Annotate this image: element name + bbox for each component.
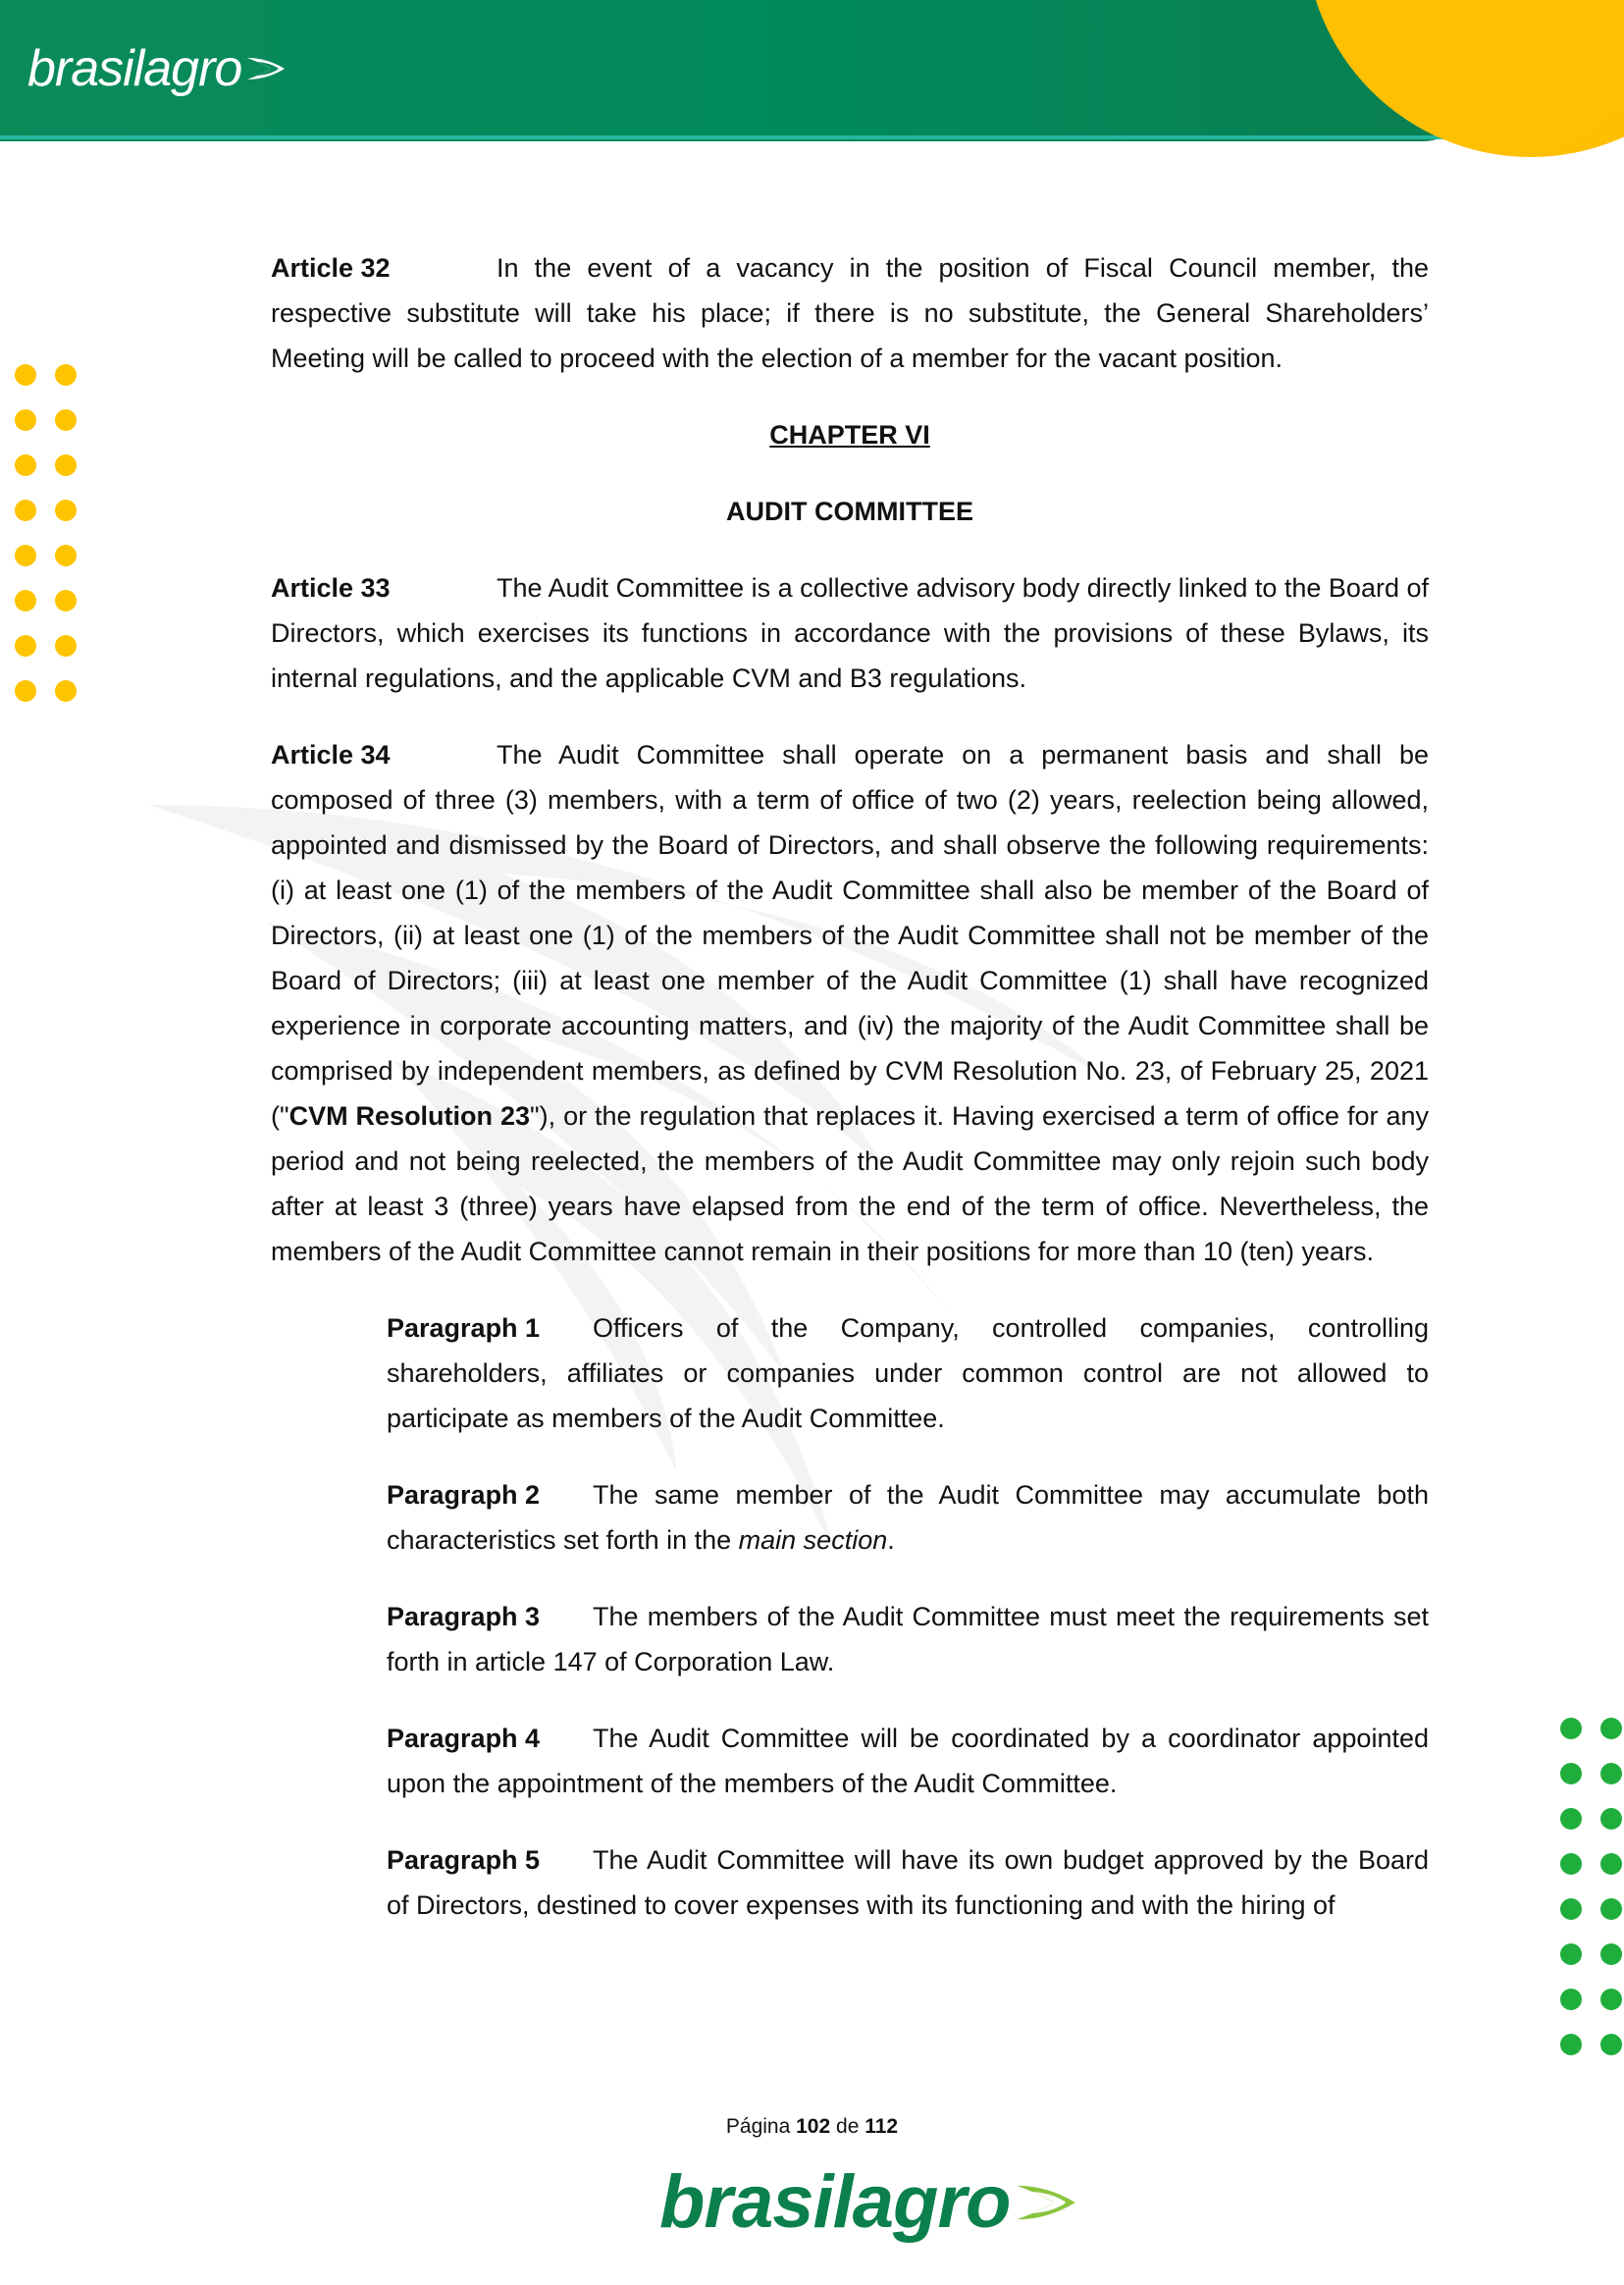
paragraph-3 [387,1594,1429,1684]
footer-logo-text: brasilagro [659,2160,1011,2244]
article-label: Article 34 [271,740,391,770]
article-label: Article 32 [271,253,391,283]
paragraph-5 [387,1837,1429,1928]
page-total: 112 [864,2115,899,2138]
paragraph-label: Paragraph 1 [387,1313,541,1343]
article-text-part-a: The Audit Committee shall operate on a permanent basis and shall be composed of three (3) members, with a term of office of two (2) years, reelection being allowed, appointed and dismissed by the Board of Directors, and shall observe the following requirements: (i) at least one (1) of the members of the Audit Committee shall also be member of the Board of Directors, (ii) at least one (1) of the members of the Audit Committee shall not be member of the Board of Directors; (iii) at least one member of the Audit Committee (1) shall have recognized experience in corporate accounting matters, and (iv) the majority of the Audit Committee shall be comprised by independent members, as defined by CVM Resolution No. 23, of February 25, 2021 (" [271,740,1429,1131]
chapter-number [271,412,1429,457]
paragraph-text: The Audit Committee will be coordinated by a coordinator appointed upon the appointment of the members of the Audit Committee. [387,1724,1429,1798]
chapter-number-text: CHAPTER VI [769,420,930,450]
yellow-dot-pattern [15,364,77,702]
page-prefix: Página [725,2115,791,2138]
article-text: The Audit Committee is a collective advisory body directly linked to the Board of Directors, which exercises its functions in accordance with the provisions of these Bylaws, its internal regulations, and the applicable CVM and B3 regulations. [271,573,1429,693]
article-text: In the event of a vacancy in the position of Fiscal Council member, the respective substitute will take his place; if there is no substitute, the General Shareholders’ Meeting will be called to proceed with the election of a member for the vacant position. [271,253,1429,373]
footer-logo [659,2159,1078,2245]
logo-swoosh-icon [1014,2179,1078,2226]
green-dot-pattern [1560,1718,1622,2055]
paragraph-label: Paragraph 2 [387,1480,541,1510]
paragraph-label: Paragraph 3 [387,1602,541,1631]
article-33 [271,565,1429,701]
paragraph-text-part-b: . [887,1525,895,1555]
paragraph-4 [387,1716,1429,1806]
defined-term: CVM Resolution 23 [288,1101,531,1131]
paragraph-text: Officers of the Company, controlled companies, controlling shareholders, affiliates or companies under common control are not allowed to participate as members of the Audit Committee. [387,1313,1429,1433]
article-34 [271,732,1429,1274]
article-label: Article 33 [271,573,391,603]
header-logo [27,39,287,98]
paragraph-text-part-a: The same member of the Audit Committee may accumulate both characteristics set forth in the [387,1480,1429,1555]
paragraph-label: Paragraph 5 [387,1845,541,1875]
paragraph-text: The members of the Audit Committee must meet the requirements set forth in article 147 of Corporation Law. [387,1602,1429,1676]
logo-swoosh-icon [245,54,287,83]
page-number [0,2115,1624,2139]
document-body [271,245,1429,1959]
page-current: 102 [796,2115,831,2138]
paragraph-text: The Audit Committee will have its own budget approved by the Board of Directors, destined to cover expenses with its functioning and with the hiring of [387,1845,1429,1920]
article-text-part-b: "), or the regulation that replaces it. Having exercised a term of office for any period and not being reelected, the members of the Audit Committee may only rejoin such body after at least 3 (three) years have elapsed from the end of the term of office. Nevertheless, the members of the Audit Committee cannot remain in their positions for more than 10 (ten) years. [271,1101,1429,1266]
header-accent-line [0,135,1472,139]
chapter-title: AUDIT COMMITTEE [726,497,973,526]
header-logo-text: brasilagro [27,40,242,97]
emphasis-text: main section [738,1525,888,1555]
paragraph-1 [387,1305,1429,1441]
paragraph-label: Paragraph 4 [387,1724,541,1753]
paragraph-2 [387,1472,1429,1563]
page-separator: de [836,2115,860,2138]
article-32 [271,245,1429,381]
